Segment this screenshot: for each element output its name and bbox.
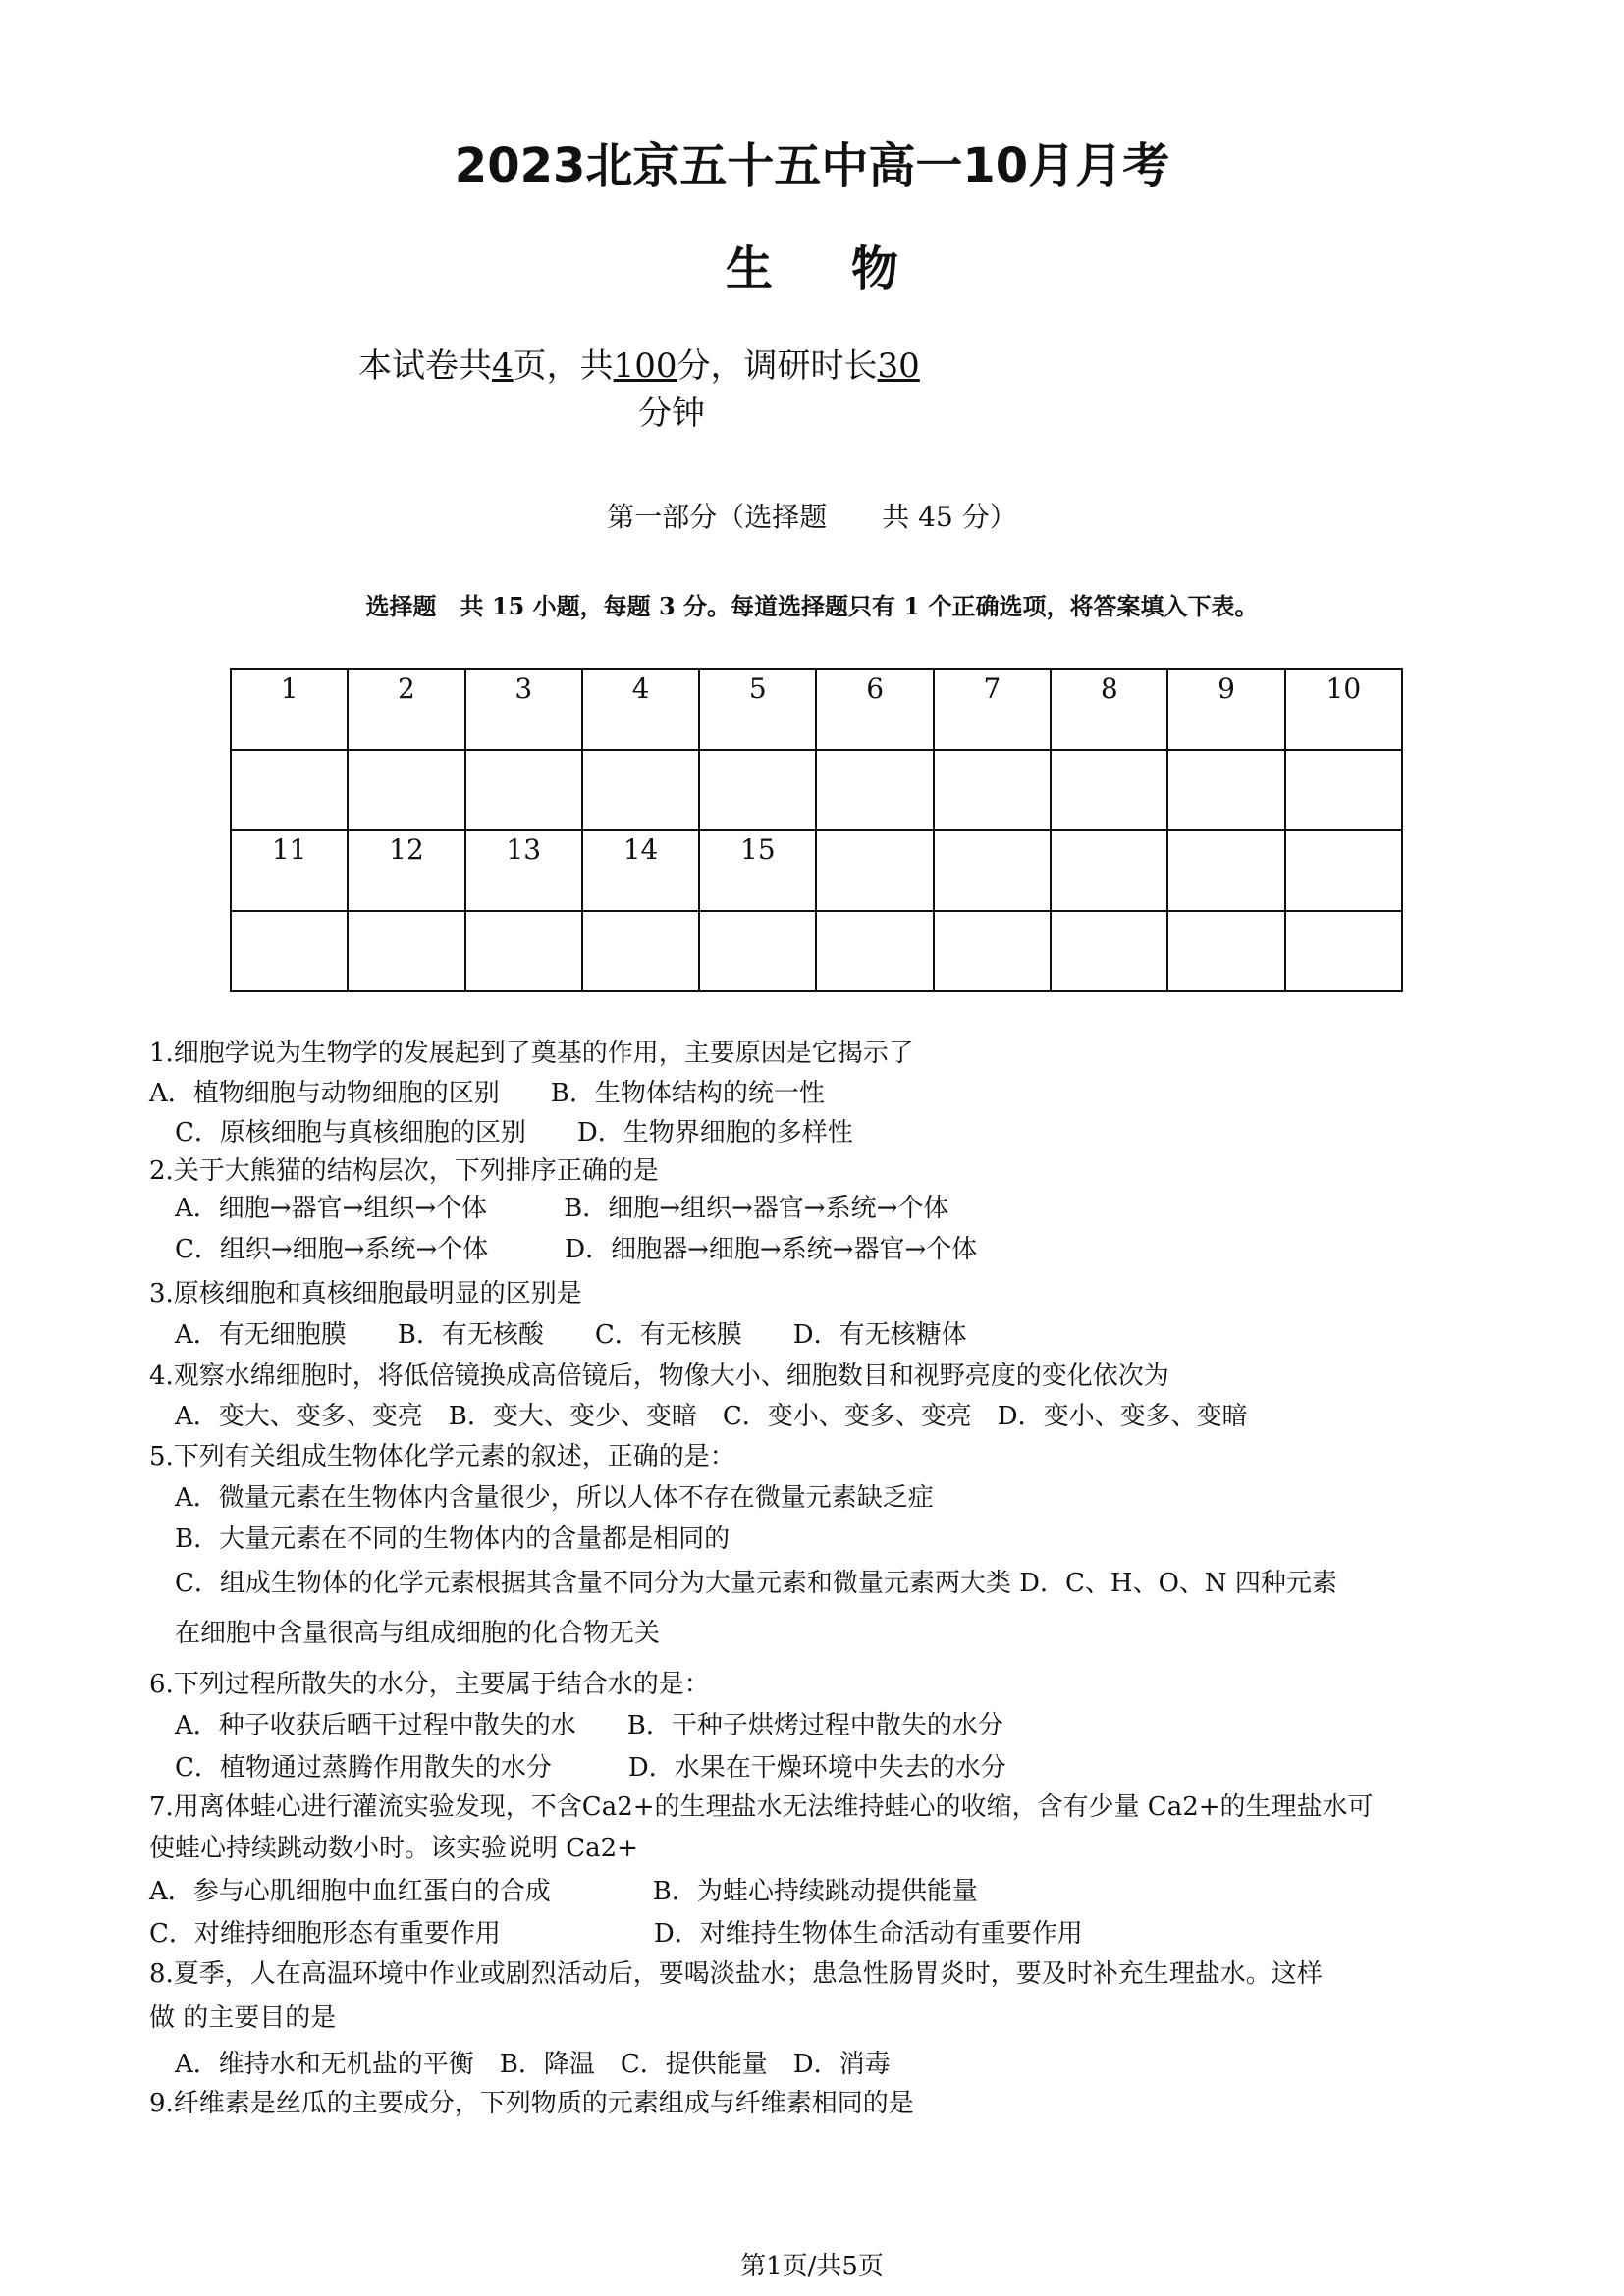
question-5-stem: 5.下列有关组成生物体化学元素的叙述，正确的是：	[149, 1442, 735, 1471]
table-cell: 15	[699, 830, 816, 911]
answer-cell[interactable]	[465, 750, 582, 830]
answer-table	[230, 668, 1403, 992]
table-cell: 1	[231, 669, 348, 750]
answer-cell[interactable]	[465, 911, 582, 991]
question-6-options-cd: C．植物通过蒸腾作用散失的水分 D．水果在干燥环境中失去的水分	[175, 1753, 1006, 1783]
info-pages: 4	[492, 347, 514, 386]
page-number: 第1页/共5页	[740, 2252, 884, 2281]
table-cell: 2	[348, 669, 464, 750]
table-cell	[1167, 830, 1284, 911]
table-cell	[1285, 830, 1402, 911]
table-cell: 4	[582, 669, 699, 750]
answer-cell[interactable]	[816, 911, 933, 991]
question-8-stem-cont: 做 的主要目的是	[149, 2003, 337, 2033]
table-cell: 9	[1167, 669, 1284, 750]
answer-cell[interactable]	[934, 911, 1051, 991]
question-7-stem-cont: 使蛙心持续跳动数小时。该实验说明 Ca2+	[149, 1834, 638, 1863]
question-1-options-ab: A．植物细胞与动物细胞的区别 B．生物体结构的统一性	[149, 1079, 825, 1108]
question-4-options: A．变大、变多、变亮 B．变大、变少、变暗 C．变小、变多、变亮 D．变小、变多、变暗	[175, 1402, 1248, 1431]
table-cell: 3	[465, 669, 582, 750]
answer-cell[interactable]	[348, 750, 464, 830]
answer-cell[interactable]	[816, 750, 933, 830]
answer-blank-row	[231, 911, 1402, 991]
table-cell: 5	[699, 669, 816, 750]
question-5-option-a: A．微量元素在生物体内含量很少，所以人体不存在微量元素缺乏症	[175, 1483, 934, 1513]
answer-cell[interactable]	[1285, 750, 1402, 830]
exam-info-line2: 分钟	[638, 394, 705, 433]
table-cell	[934, 830, 1051, 911]
answer-cell[interactable]	[1167, 911, 1284, 991]
question-5-option-b: B．大量元素在不同的生物体内的含量都是相同的	[175, 1524, 731, 1554]
exam-title: 2023北京五十五中高一10月月考	[454, 138, 1170, 193]
question-8-stem: 8.夏季，人在高温环境中作业或剧烈活动后，要喝淡盐水；患急性肠胃炎时，要及时补充生理盐水。这样	[149, 1959, 1323, 1989]
exam-info-line	[358, 339, 920, 387]
answer-cell[interactable]	[582, 750, 699, 830]
table-cell	[1051, 830, 1167, 911]
question-7-stem: 7.用离体蛙心进行灌流实验发现，不含Ca2+的生理盐水无法维持蛙心的收缩，含有少量 Ca2+的生理盐水可	[149, 1792, 1374, 1822]
answer-number-row	[231, 830, 1402, 911]
answer-cell[interactable]	[1285, 911, 1402, 991]
answer-cell[interactable]	[699, 750, 816, 830]
question-7-options-ab: A．参与心肌细胞中血红蛋白的合成 B．为蛙心持续跳动提供能量	[149, 1877, 978, 1906]
question-2-options-cd: C．组织→细胞→系统→个体 D．细胞器→细胞→系统→器官→个体	[175, 1235, 978, 1264]
question-6-options-ab: A．种子收获后晒干过程中散失的水 B．干种子烘烤过程中散失的水分	[175, 1711, 1003, 1740]
answer-cell[interactable]	[1167, 750, 1284, 830]
question-9-stem: 9.纤维素是丝瓜的主要成分，下列物质的元素组成与纤维素相同的是	[149, 2089, 914, 2118]
question-8-options: A．维持水和无机盐的平衡 B．降温 C．提供能量 D．消毒	[175, 2050, 891, 2079]
answer-cell[interactable]	[231, 911, 348, 991]
answer-cell[interactable]	[934, 750, 1051, 830]
info-text-a: 本试卷共	[358, 347, 492, 386]
question-1-stem: 1.细胞学说为生物学的发展起到了奠基的作用，主要原因是它揭示了	[149, 1039, 914, 1068]
question-2-stem: 2.关于大熊猫的结构层次，下列排序正确的是	[149, 1156, 659, 1186]
answer-cell[interactable]	[348, 911, 464, 991]
question-2-options-ab: A．细胞→器官→组织→个体 B．细胞→组织→器官→系统→个体	[175, 1194, 949, 1223]
table-cell: 11	[231, 830, 348, 911]
table-cell	[816, 830, 933, 911]
question-5-option-d-cont: 在细胞中含量很高与组成细胞的化合物无关	[175, 1619, 661, 1648]
table-cell: 8	[1051, 669, 1167, 750]
answer-cell[interactable]	[1051, 750, 1167, 830]
info-time: 30	[877, 347, 920, 386]
question-3-stem: 3.原核细胞和真核细胞最明显的区别是	[149, 1279, 582, 1308]
subject-title: 生物	[725, 241, 977, 296]
answer-blank-row	[231, 750, 1402, 830]
question-5-option-c-d: C．组成生物体的化学元素根据其含量不同分为大量元素和微量元素两大类 D．C、H、O、N 四种元素	[175, 1569, 1337, 1598]
table-cell: 13	[465, 830, 582, 911]
answer-cell[interactable]	[582, 911, 699, 991]
table-cell: 6	[816, 669, 933, 750]
question-7-options-cd: C．对维持细胞形态有重要作用 D．对维持生物体生命活动有重要作用	[149, 1919, 1083, 1949]
question-1-options-cd: C．原核细胞与真核细胞的区别 D．生物界细胞的多样性	[175, 1118, 853, 1148]
info-text-b: 页，共	[513, 347, 614, 386]
question-3-options: A．有无细胞膜 B．有无核酸 C．有无核膜 D．有无核糖体	[175, 1320, 967, 1350]
answer-cell[interactable]	[1051, 911, 1167, 991]
table-cell: 12	[348, 830, 464, 911]
info-score: 100	[613, 347, 677, 386]
question-4-stem: 4.观察水绵细胞时，将低倍镜换成高倍镜后，物像大小、细胞数目和视野亮度的变化依次为	[149, 1362, 1169, 1391]
answer-cell[interactable]	[231, 750, 348, 830]
info-text-c: 分，调研时长	[677, 347, 878, 386]
answer-cell[interactable]	[699, 911, 816, 991]
section-title: 第一部分（选择题 共 45 分）	[607, 501, 1017, 533]
table-cell: 10	[1285, 669, 1402, 750]
section-instruction: 选择题 共 15 小题，每题 3 分。每道选择题只有 1 个正确选项，将答案填入下表。	[365, 592, 1259, 620]
question-6-stem: 6.下列过程所散失的水分，主要属于结合水的是：	[149, 1670, 710, 1699]
table-cell: 14	[582, 830, 699, 911]
answer-number-row	[231, 669, 1402, 750]
table-cell: 7	[934, 669, 1051, 750]
